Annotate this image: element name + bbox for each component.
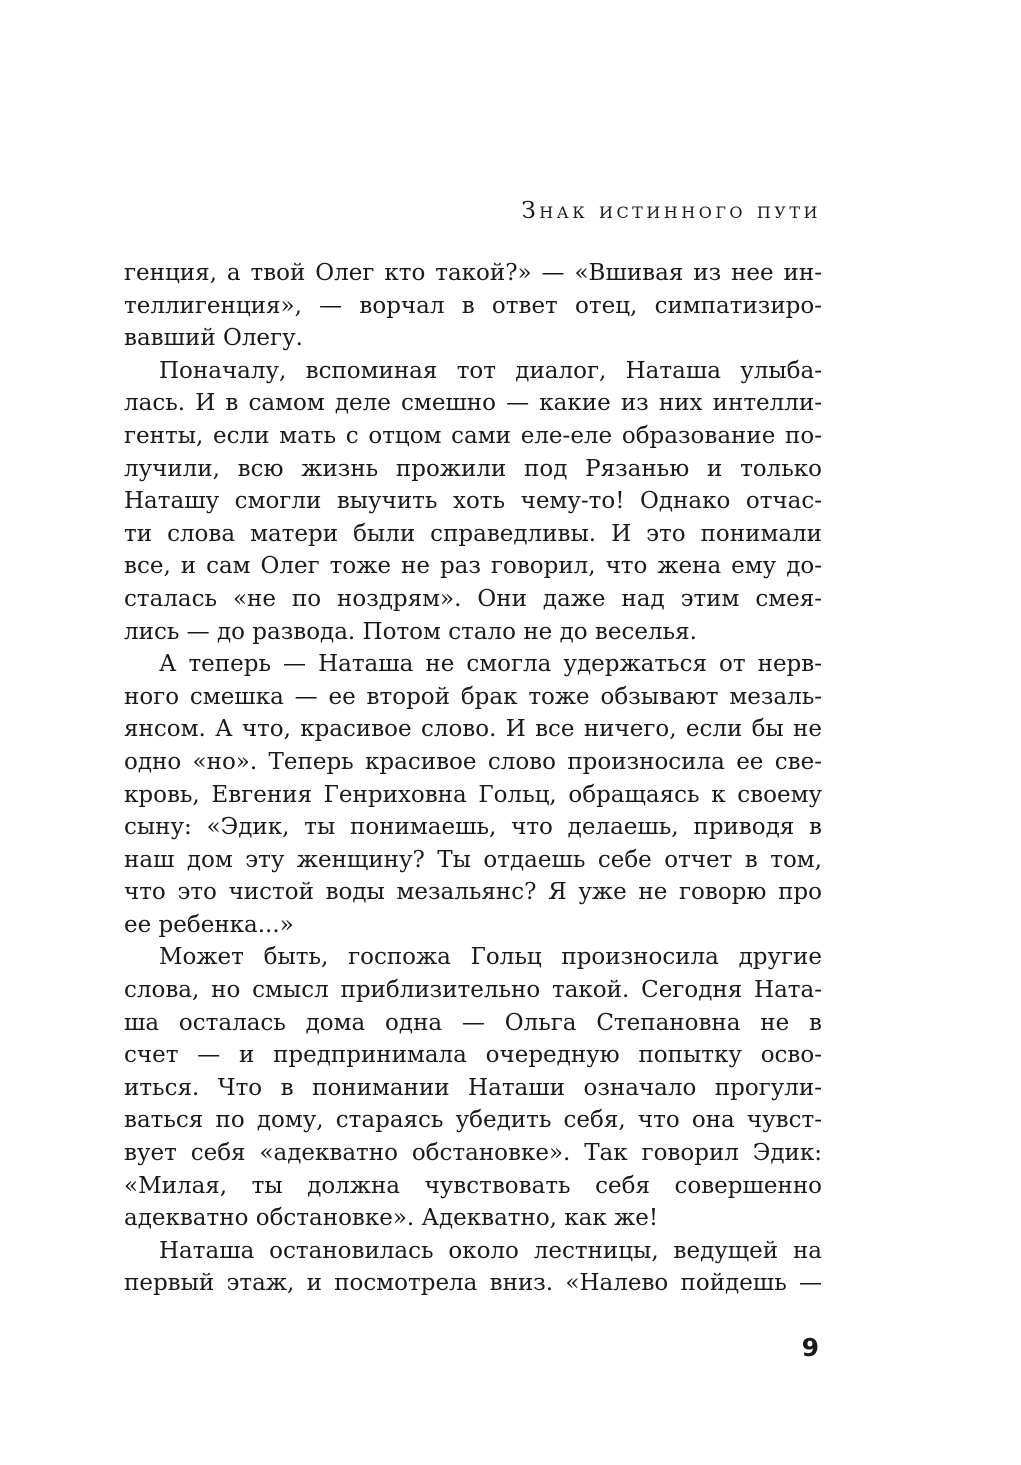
text-line: Наташа остановилась около лестницы, ведущей на	[159, 1237, 822, 1264]
text-line: ша осталась дома одна — Ольга Степановна не в	[124, 1009, 822, 1036]
text-line: Наташу смогли выучить хоть чему-то! Однако отчас-	[124, 488, 822, 515]
page-number: 9	[801, 1333, 819, 1362]
body-text	[124, 257, 822, 1300]
text-line: слова, но смысл приблизительно такой. Сегодня Ната-	[124, 977, 822, 1004]
text-line: первый этаж, и посмотрела вниз. «Налево пойдешь —	[124, 1270, 822, 1297]
text-line: сталась «не по ноздрям». Они даже над этим смея-	[124, 585, 822, 612]
running-head	[521, 198, 821, 224]
text-line: «Милая, ты должна чувствовать себя совершенно	[124, 1172, 822, 1199]
text-line: ваться по дому, стараясь убедить себя, что она чувст-	[124, 1107, 822, 1134]
text-line: лась. И в самом деле смешно — какие из них интелли-	[124, 390, 822, 417]
text-line: вавший Олегу.	[124, 325, 303, 352]
text-line: ного смешка — ее второй брак тоже обзывают мезаль-	[124, 683, 822, 710]
running-head-text: Знак истинного пути	[521, 198, 821, 224]
text-line: наш дом эту женщину? Ты отдаешь себе отчет в том,	[124, 846, 822, 873]
text-line: ее ребенка...»	[124, 911, 294, 938]
text-line: лись — до развода. Потом стало не до веселья.	[124, 618, 697, 645]
text-line: А теперь — Наташа не смогла удержаться от нерв-	[159, 651, 822, 678]
text-line: лучили, всю жизнь прожили под Рязанью и только	[124, 455, 822, 482]
text-line: вует себя «адекватно обстановке». Так говорил Эдик:	[124, 1140, 822, 1167]
text-line: все, и сам Олег тоже не раз говорил, что жена ему до-	[124, 553, 822, 580]
text-line: ти слова матери были справедливы. И это понимали	[124, 520, 822, 547]
text-line: счет — и предпринимала очередную попытку осво-	[124, 1042, 822, 1069]
text-line: Поначалу, вспоминая тот диалог, Наташа улыба-	[159, 357, 822, 384]
text-line: генты, если мать с отцом сами еле-еле образование по-	[124, 422, 822, 449]
text-line: кровь, Евгения Генриховна Гольц, обращаясь к своему	[124, 781, 822, 808]
text-line: янсом. А что, красивое слово. И все ничего, если бы не	[124, 716, 822, 743]
text-line: адекватно обстановке». Адекватно, как же!	[124, 1205, 659, 1232]
text-line: сыну: «Эдик, ты понимаешь, что делаешь, приводя в	[124, 814, 822, 841]
text-line: Может быть, госпожа Гольц произносила другие	[159, 944, 822, 971]
text-line: что это чистой воды мезальянс? Я уже не говорю про	[124, 879, 822, 906]
text-line: одно «но». Теперь красивое слово произносила ее све-	[124, 748, 822, 775]
text-line: иться. Что в понимании Наташи означало прогули-	[124, 1074, 822, 1101]
text-line: теллигенция», — ворчал в ответ отец, симпатизиро-	[124, 292, 822, 319]
text-line: генция, а твой Олег кто такой?» — «Вшивая из нее ин-	[124, 260, 822, 286]
